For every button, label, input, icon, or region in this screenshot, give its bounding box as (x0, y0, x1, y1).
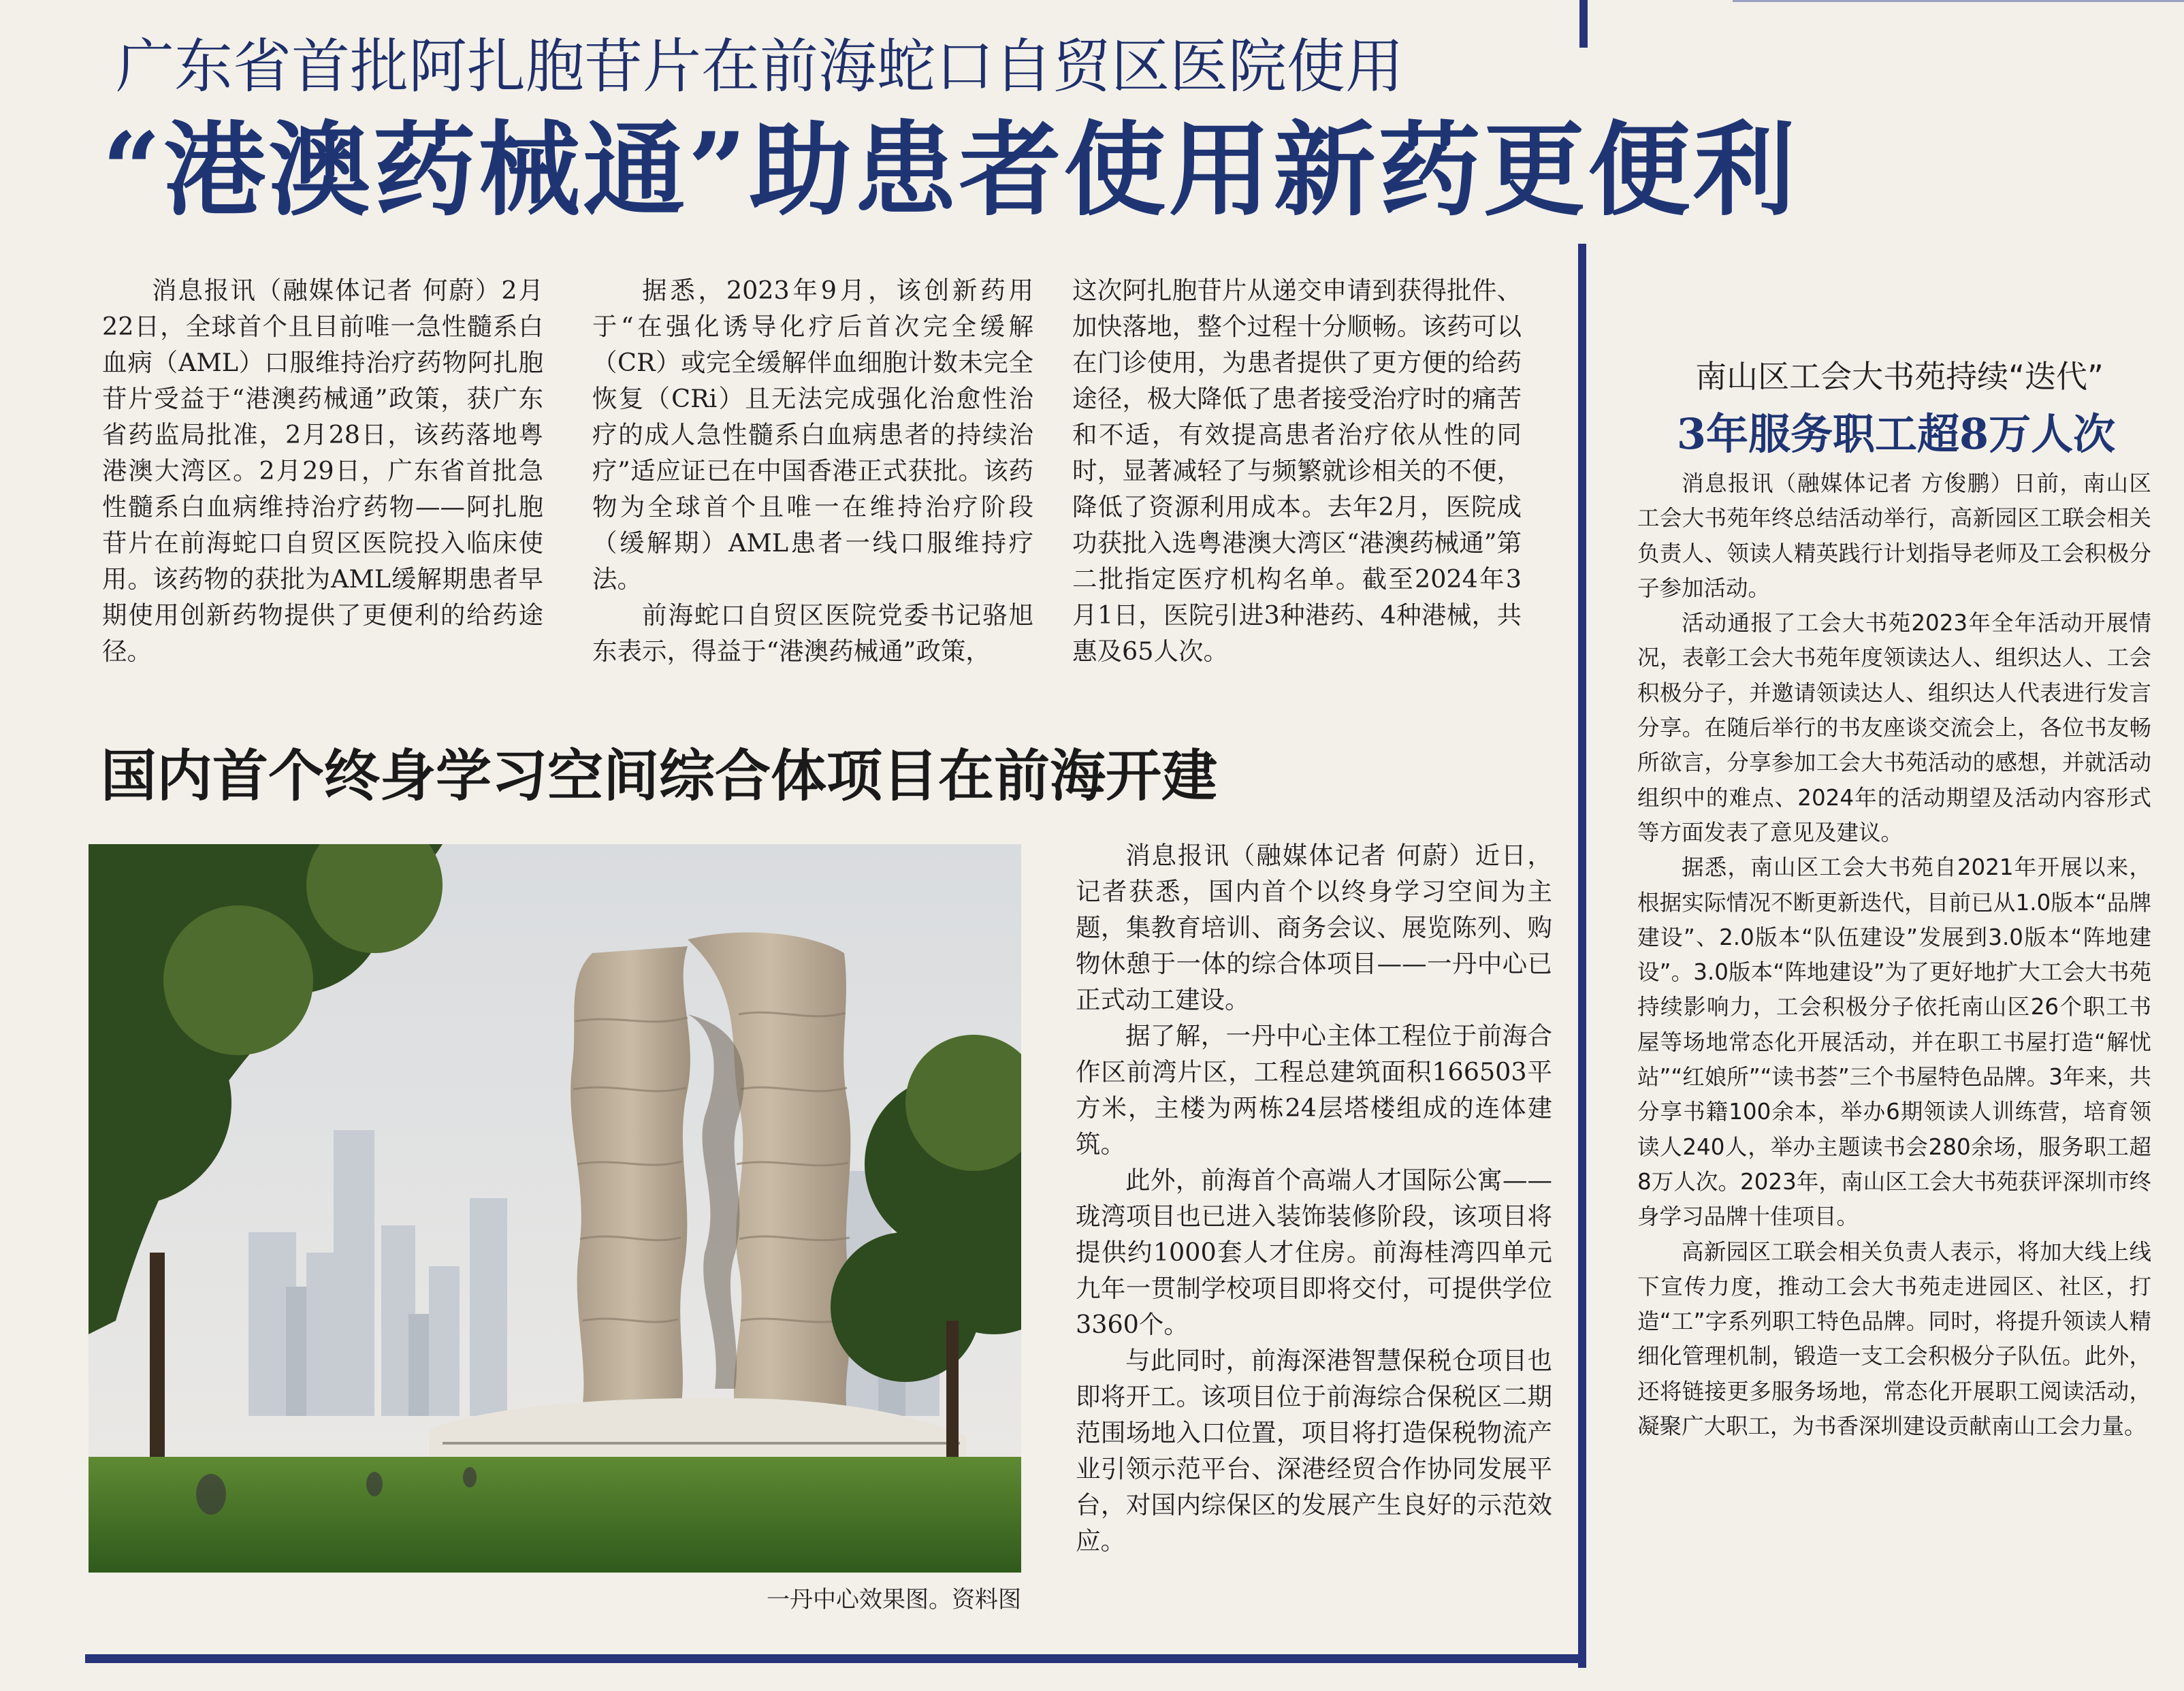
sidebar-paragraph: 活动通报了工会大书苑2023年全年活动开展情况，表彰工会大书苑年度领读达人、组织达人、工会积极分子，并邀请领读达人、组织达人代表进行发言分享。在随后举行的书友座谈交流会上，各位书友畅所欲言，分享参加工会大书苑活动的感想，并就活动组织中的难点、2024年的活动期望及活动内容形式等方面发表了意见及建议。 (1637, 610, 2151, 846)
bottom-rule (85, 1654, 1586, 1663)
yidan-center-rendering-photo (89, 844, 1021, 1573)
main-article-paragraph: 前海蛇口自贸区医院党委书记骆旭东表示，得益于“港澳药械通”政策， (592, 600, 1033, 666)
main-article-kicker: 广东省首批阿扎胞苷片在前海蛇口自贸区医院使用 (116, 33, 1404, 101)
second-article-paragraph: 与此同时，前海深港智慧保税仓项目也即将开工。该项目位于前海综合保税区二期范围场地入口位置，项目将打造保税物流产业引领示范平台、深港经贸合作协同发展平台，对国内综保区的发展产生良好的示范效应。 (1076, 1346, 1552, 1556)
second-article-paragraph: 据了解，一丹中心主体工程位于前海合作区前湾片区，工程总建筑面积166503平方米，主楼为两栋24层塔楼组成的连体建筑。 (1076, 1021, 1552, 1159)
sidebar-paragraph: 据悉，南山区工会大书苑自2021年开展以来，根据实际情况不断更新迭代，目前已从1.0版本“品牌建设”、2.0版本“队伍建设”发展到3.0版本“阵地建设”。3.0版本“阵地建设”为了更好地扩大工会大书苑持续影响力，工会积极分子依托南山区26个职工书屋等场地常态化开展活动，并在职工书屋打造“解忧站”“红娘所”“读书荟”三个书屋特色品牌。3年来，共分享书籍100余本，举办6期领读人训练营，培育领读人240人，举办主题读书会280余场，服务职工超8万人次。2023年，南山区工会大书苑获评深圳市终身学习品牌十佳项目。 (1637, 854, 2151, 1230)
sidebar-paragraph: 消息报讯（融媒体记者 方俊鹏）日前，南山区工会大书苑年终总结活动举行，高新园区工联会相关负责人、领读人精英践行计划指导老师及工会积极分子参加活动。 (1637, 470, 2151, 601)
photo-caption: 一丹中心效果图。资料图 (767, 1586, 1021, 1613)
second-article-paragraph: 此外，前海首个高端人才国际公寓——珑湾项目也已进入装饰装修阶段，该项目将提供约1000套人才住房。前海桂湾四单元九年一贯制学校项目即将交付，可提供学位3360个。 (1076, 1165, 1552, 1339)
main-article-paragraph: 据悉，2023年9月，该创新药用于“在强化诱导化疗后首次完全缓解（CR）或完全缓解伴血细胞计数未完全恢复（CRi）且无法完成强化治愈性治疗的成人急性髓系白血病患者的持续治疗”适应证已在中国香港正式获批。该药物为全球首个且唯一在维持治疗阶段（缓解期）AML患者一线口服维持疗法。 (592, 276, 1033, 594)
column-rule-top (1579, 0, 1588, 48)
sidebar-body (1637, 466, 2151, 1444)
sidebar-headline: 3年服务职工超8万人次 (1676, 409, 2116, 459)
main-article-headline: “港澳药械通”助患者使用新药更便利 (102, 110, 1798, 230)
column-rule-vertical (1578, 244, 1586, 1668)
main-article-column-2 (592, 272, 1033, 669)
main-article-column-3: 这次阿扎胞苷片从递交申请到获得批件、加快落地，整个过程十分顺畅。该药可以在门诊使用，为患者提供了更方便的给药途径，极大降低了患者接受治疗时的痛苦和不适，有效提高患者治疗依从性的同时，显著减轻了与频繁就诊相关的不便，降低了资源利用成本。去年2月，医院成功获批入选粤港澳大湾区“港澳药械通”第二批指定医疗机构名单。截至2024年3月1日，医院引进3种港药、4种港械，共惠及65人次。 (1072, 276, 1522, 666)
second-article-body (1076, 837, 1552, 1559)
second-article-headline: 国内首个终身学习空间综合体项目在前海开建 (101, 743, 1218, 809)
second-article-paragraph: 消息报讯（融媒体记者 何蔚）近日，记者获悉，国内首个以终身学习空间为主题，集教育培训、商务会议、展览陈列、购物休憩于一体的综合体项目——一丹中心已正式动工建设。 (1076, 841, 1552, 1014)
sidebar-paragraph: 高新园区工联会相关负责人表示，将加大线上线下宣传力度，推动工会大书苑走进园区、社区，打造“工”字系列职工特色品牌。同时，将提升领读人精细化管理机制，锻造一支工会积极分子队伍。此外，还将链接更多服务场地，常态化开展职工阅读活动，凝聚广大职工，为书香深圳建设贡献南山工会力量。 (1637, 1238, 2151, 1440)
top-edge-line (1733, 0, 2184, 2)
main-article-column-1: 消息报讯（融媒体记者 何蔚）2月22日，全球首个且目前唯一急性髓系白血病（AML）口服维持治疗药物阿扎胞苷片受益于“港澳药械通”政策，获广东省药监局批准，2月28日，该药落地粤港澳大湾区。2月29日，广东省首批急性髓系白血病维持治疗药物——阿扎胞苷片在前海蛇口自贸区医院投入临床使用。该药物的获批为AML缓解期患者早期使用创新药物提供了更便利的给药途径。 (102, 276, 543, 666)
sidebar-kicker: 南山区工会大书苑持续“迭代” (1695, 358, 2104, 395)
